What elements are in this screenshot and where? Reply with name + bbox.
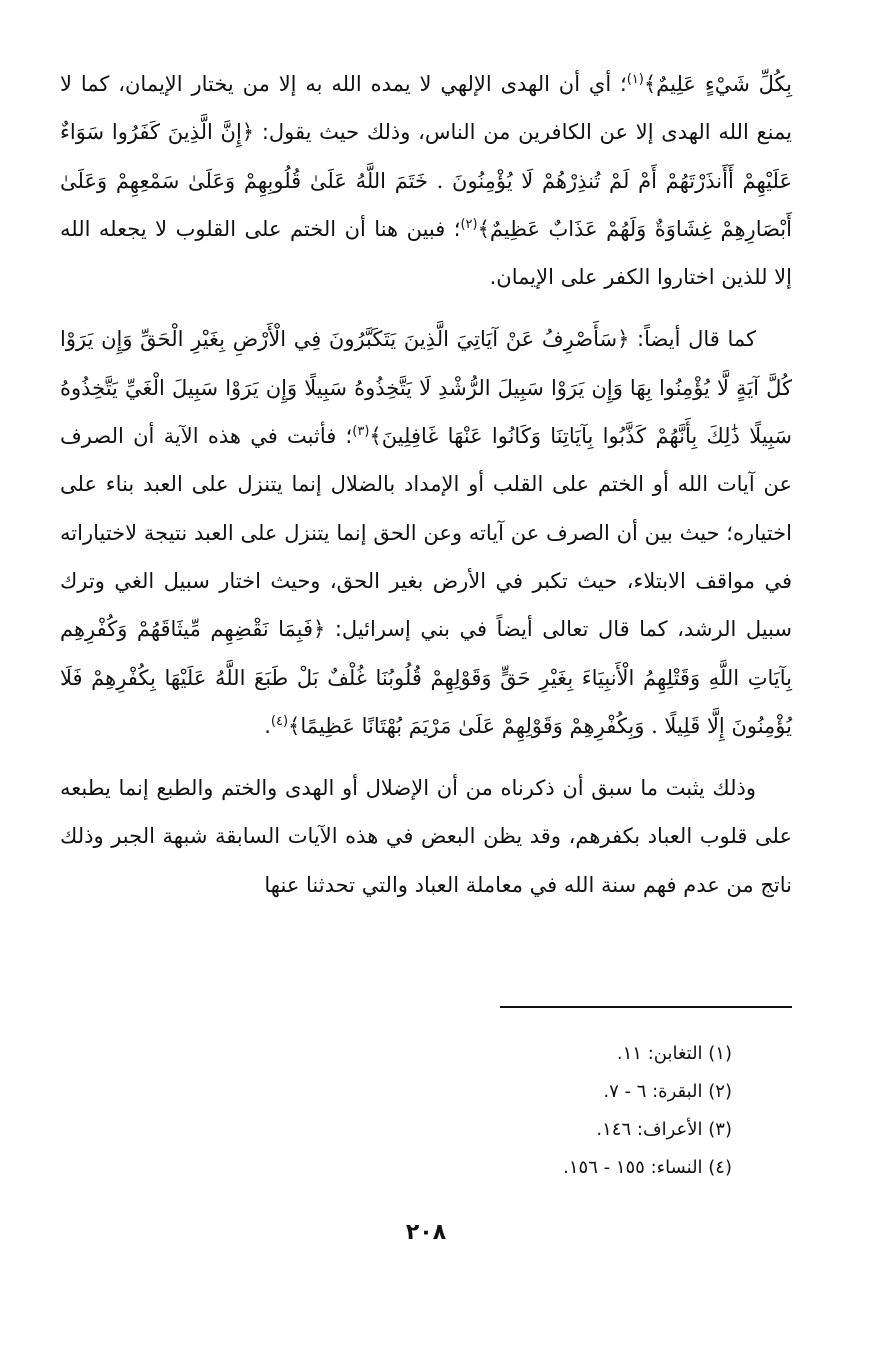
body-text-run: ؛ فأثبت في هذه الآية أن الصرف عن آيات الله أو الختم على القلب أو الإمداد بالضلال إنما يتنزل على العبد بناء على اختياره؛ حيث بين أن الصرف عن آياته وعن الحق إنما يتنزل على العبد نتيجة لاختياراته في مواقف الابتلاء، حيث تكبر في الأرض بغير الحق، وحيث اختار سبيل الغي وترك سبيل الرشد، كما قال تعالى أيضاً في بني إسرائيل: <box>60 424 792 642</box>
footnote-item: (١) التغابن: ١١. <box>616 1043 732 1064</box>
footnote-ref: (٢) <box>460 216 478 232</box>
paragraph <box>60 315 792 750</box>
footnote-ref: (٤) <box>270 713 289 729</box>
body-text-run: . <box>264 713 271 738</box>
quran-verse: ﴿فَبِمَا نَقْضِهِم مِّيثَاقَهُمْ وَكُفْرِهِم بِآيَاتِ اللَّهِ وَقَتْلِهِمُ الْأَنبِيَاءَ بِغَيْرِ حَقٍّ وَقَوْلِهِمْ قُلُوبُنَا غُلْفٌ بَلْ طَبَعَ اللَّهُ عَلَيْهَا بِكُفْرِهِمْ فَلَا يُؤْمِنُونَ إِلَّا قَلِيلًا . وَبِكُفْرِهِمْ وَقَوْلِهِمْ عَلَىٰ مَرْيَمَ بُهْتَانًا عَظِيمًا﴾ <box>60 617 792 738</box>
book-page <box>60 60 792 1300</box>
body-text-run: ؛ أي أن الهدى الإلهي لا يمده الله به إلا من يختار الإيمان، كما لا يمنع الله الهدى إلا عن الكافرين من الناس، وذلك حيث يقول: <box>60 72 792 145</box>
footnote-divider <box>500 1006 792 1008</box>
quran-verse: ﴿إِنَّ الَّذِينَ كَفَرُوا سَوَاءٌ عَلَيْهِمْ أَأَنذَرْتَهُمْ أَمْ لَمْ تُنذِرْهُمْ لَا يُؤْمِنُونَ . خَتَمَ اللَّهُ عَلَىٰ قُلُوبِهِمْ وَعَلَىٰ سَمْعِهِمْ وَعَلَىٰ أَبْصَارِهِمْ غِشَاوَةٌ وَلَهُمْ عَذَابٌ عَظِيمٌ﴾ <box>60 120 792 241</box>
main-text <box>60 60 792 909</box>
page-number: ٢٠٨ <box>405 1220 447 1245</box>
paragraph <box>60 764 792 909</box>
quran-verse: بِكُلِّ شَيْءٍ عَلِيمٌ﴾ <box>643 72 792 96</box>
footnote-item: (٢) البقرة: ٦ - ٧. <box>603 1081 732 1102</box>
footnote-ref: (٣) <box>352 424 370 440</box>
body-text-run: وذلك يثبت ما سبق أن ذكرناه من أن الإضلال أو الهدى والختم والطبع إنما يطبعه على قلوب العباد بكفرهم، وقد يظن البعض في هذه الآيات السابقة شبهة الجبر وذلك ناتج من عدم فهم سنة الله في معاملة العباد والتي تحدثنا عنها <box>60 776 792 897</box>
quran-verse: ﴿سَأَصْرِفُ عَنْ آيَاتِيَ الَّذِينَ يَتَكَبَّرُونَ فِي الْأَرْضِ بِغَيْرِ الْحَقِّ وَإِن يَرَوْا كُلَّ آيَةٍ لَّا يُؤْمِنُوا بِهَا وَإِن يَرَوْا سَبِيلَ الرُّشْدِ لَا يَتَّخِذُوهُ سَبِيلًا وَإِن يَرَوْا سَبِيلَ الْغَيِّ يَتَّخِذُوهُ سَبِيلًا ذَٰلِكَ بِأَنَّهُمْ كَذَّبُوا بِآيَاتِنَا وَكَانُوا عَنْهَا غَافِلِينَ﴾ <box>60 327 792 449</box>
footnote-ref: (١) <box>626 72 644 87</box>
footnotes-list <box>432 1035 732 1187</box>
footnote-item: (٣) الأعراف: ١٤٦. <box>596 1119 732 1140</box>
paragraph <box>60 60 792 301</box>
body-text-run: كما قال أيضاً: <box>629 327 756 352</box>
body-text-run: ؛ فبين هنا أن الختم على القلوب لا يجعله الله إلا للذين اختاروا الكفر على الإيمان. <box>60 216 792 290</box>
footnote-item: (٤) النساء: ١٥٥ - ١٥٦. <box>563 1157 732 1178</box>
